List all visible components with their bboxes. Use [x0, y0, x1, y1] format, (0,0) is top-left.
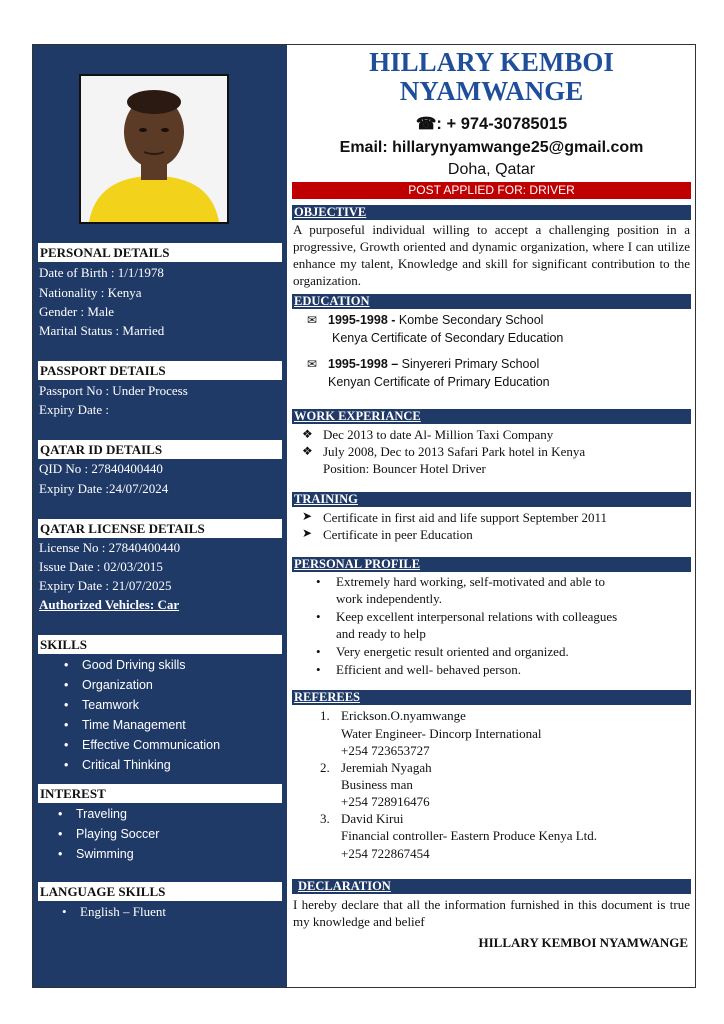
education-cert-1: Kenya Certificate of Secondary Education: [332, 331, 564, 345]
profile-photo: [79, 74, 229, 224]
profile-heading: PERSONAL PROFILE: [292, 557, 691, 572]
declaration-heading: DECLARATION: [292, 879, 691, 894]
license-number-line: License No : 27840400440: [39, 540, 181, 555]
arrow-bullet-icon: ➤: [302, 526, 313, 540]
bullet-dot-icon: •: [316, 644, 321, 659]
referee-phone: +254 722867454: [341, 846, 430, 861]
referee-role: Business man: [341, 777, 413, 792]
profile-item: Very energetic result oriented and organized.: [336, 644, 569, 659]
work-item: Dec 2013 to date Al- Million Taxi Company: [323, 427, 554, 442]
skill-item: • Effective Communication: [60, 735, 220, 755]
objective-text: A purposeful individual willing to accept a challenging position in a progressive, Growth oriented and dynamic organization, where I can utilize enhance my talent, Knowledge and skill for significant contribution to the organization.: [293, 222, 690, 288]
training-item: Certificate in first aid and life support September 2011: [323, 510, 607, 525]
marital-status-line: Marital Status : Married: [39, 323, 165, 338]
education-cert-2: Kenyan Certificate of Primary Education: [328, 375, 550, 389]
phone-line: [291, 114, 692, 134]
qatar-id-heading: QATAR ID DETAILS: [38, 440, 282, 459]
skill-item: • Good Driving skills: [60, 655, 220, 675]
skill-item: • Organization: [60, 675, 220, 695]
referee-number: 3.: [320, 811, 330, 826]
phone-number: : + 974-30785015: [436, 115, 568, 133]
skill-item: • Teamwork: [60, 695, 220, 715]
skills-list: [60, 655, 220, 775]
profile-item: Extremely hard working, self-motivated and able to: [336, 574, 605, 589]
phone-icon: ☎: [415, 115, 437, 133]
interest-list: [54, 804, 159, 864]
qid-number-line: QID No : 27840400440: [39, 461, 163, 476]
license-heading: QATAR LICENSE DETAILS: [38, 519, 282, 538]
passport-heading: PASSPORT DETAILS: [38, 361, 282, 380]
work-heading: WORK EXPERIANCE: [292, 409, 691, 424]
profile-item: Keep excellent interpersonal relations with colleagues: [336, 609, 618, 624]
referee-name: David Kirui: [341, 811, 404, 826]
training-item: Certificate in peer Education: [323, 527, 473, 542]
location-line: Doha, Qatar: [447, 161, 536, 178]
license-issue-line: Issue Date : 02/03/2015: [39, 559, 163, 574]
interest-item: • Swimming: [54, 844, 159, 864]
license-expiry-line: Expiry Date : 21/07/2025: [39, 578, 172, 593]
referee-role: Financial controller- Eastern Produce Kenya Ltd.: [341, 828, 598, 843]
education-years: 1995-1998 –: [328, 357, 399, 371]
education-school: Sinyereri Primary School: [398, 357, 540, 371]
personal-details-heading: PERSONAL DETAILS: [38, 243, 282, 262]
education-heading: EDUCATION: [292, 294, 691, 309]
referees-heading: REFEREES: [292, 690, 691, 705]
passport-number-line: Passport No : Under Process: [39, 383, 188, 398]
referee-name: Jeremiah Nyagah: [341, 760, 432, 775]
bullet-dot-icon: •: [316, 662, 321, 677]
passport-expiry-line: Expiry Date :: [39, 402, 110, 417]
authorized-vehicles: Authorized Vehicles: Car: [39, 597, 180, 612]
interest-item: • Traveling: [54, 804, 159, 824]
skill-item: • Time Management: [60, 715, 220, 735]
work-position: Position: Bouncer Hotel Driver: [323, 461, 486, 476]
envelope-bullet-icon: ✉: [307, 357, 318, 371]
diamond-bullet-icon: ❖: [302, 427, 313, 441]
profile-item-continued: and ready to help: [336, 626, 426, 641]
education-years: 1995-1998 -: [328, 313, 396, 327]
objective-heading: OBJECTIVE: [292, 205, 691, 220]
bullet-dot-icon: •: [316, 609, 321, 624]
bullet-dot-icon: •: [316, 574, 321, 589]
training-heading: TRAINING: [292, 492, 691, 507]
envelope-bullet-icon: ✉: [307, 313, 318, 327]
nationality-line: Nationality : Kenya: [39, 285, 142, 300]
education-school: Kombe Secondary School: [395, 313, 544, 327]
referee-number: 2.: [320, 760, 330, 775]
language-heading: LANGUAGE SKILLS: [38, 882, 282, 901]
referee-number: 1.: [320, 708, 330, 723]
declaration-text: I hereby declare that all the information furnished in this document is true my knowledge and belief: [293, 897, 690, 929]
profile-item-continued: work independently.: [336, 591, 443, 606]
arrow-bullet-icon: ➤: [302, 509, 313, 523]
interest-item: • Playing Soccer: [54, 824, 159, 844]
education-item-2: [328, 356, 539, 373]
skill-item: • Critical Thinking: [60, 755, 220, 775]
language-list: [58, 902, 166, 922]
referee-phone: +254 723653727: [341, 743, 430, 758]
dob-line: Date of Birth : 1/1/1978: [39, 265, 164, 280]
education-item-1: [328, 312, 543, 329]
interest-heading: INTEREST: [38, 784, 282, 803]
skills-heading: SKILLS: [38, 635, 282, 654]
post-applied-banner: POST APPLIED FOR: DRIVER: [292, 182, 691, 199]
profile-item: Efficient and well- behaved person.: [336, 662, 521, 677]
referee-name: Erickson.O.nyamwange: [341, 708, 466, 723]
referee-role: Water Engineer- Dincorp International: [341, 726, 542, 741]
signature-name: HILLARY KEMBOI NYAMWANGE: [478, 935, 688, 950]
work-item: July 2008, Dec to 2013 Safari Park hotel in Kenya: [323, 444, 586, 459]
language-item: • English – Fluent: [58, 902, 166, 922]
diamond-bullet-icon: ❖: [302, 444, 313, 458]
qid-expiry-line: Expiry Date :24/07/2024: [39, 481, 169, 496]
gender-line: Gender : Male: [39, 304, 115, 319]
referee-phone: +254 728916476: [341, 794, 430, 809]
email-line: Email: hillarynyamwange25@gmail.com: [339, 139, 644, 156]
candidate-name: HILLARY KEMBOI NYAMWANGE: [369, 47, 614, 106]
